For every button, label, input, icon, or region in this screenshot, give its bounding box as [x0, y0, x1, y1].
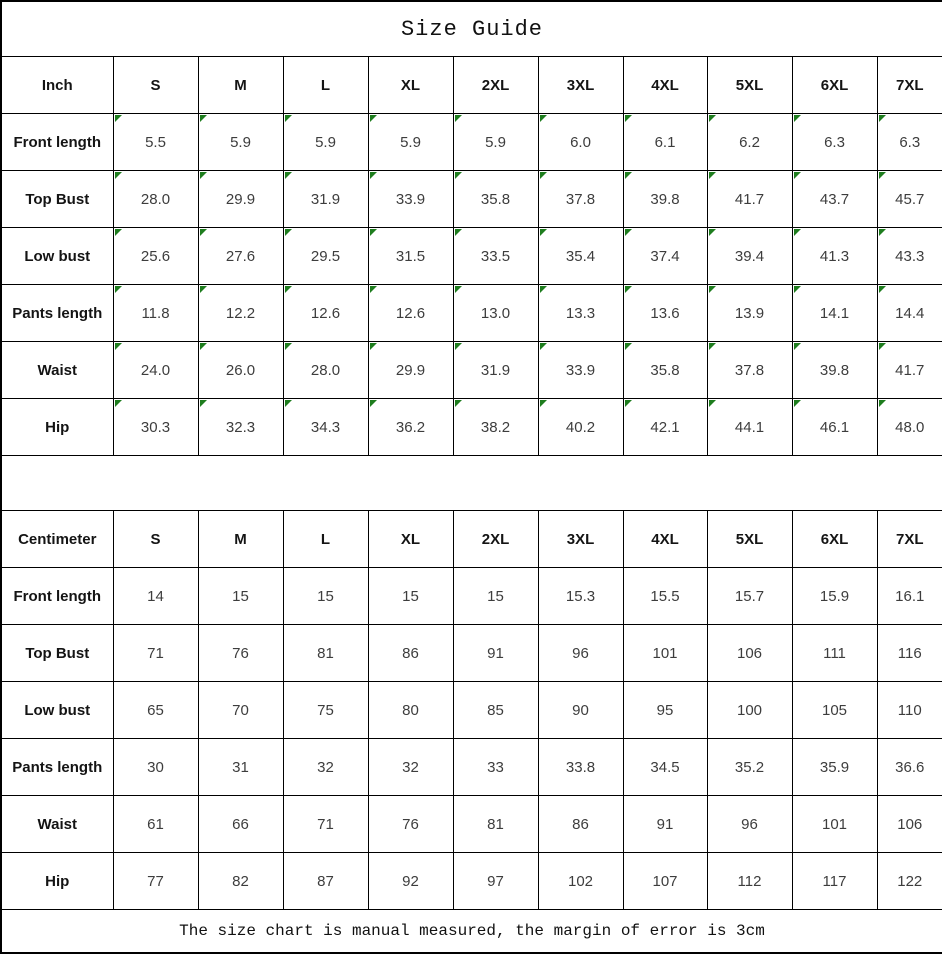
size-value-cell: 28.0: [283, 342, 368, 399]
size-value-cell: 33: [453, 739, 538, 796]
size-column-header: L: [283, 57, 368, 114]
size-value-cell: 33.9: [538, 342, 623, 399]
measurement-row-label: Low bust: [1, 228, 113, 285]
measurement-row: [1, 114, 942, 171]
cell-error-marker-icon: [879, 400, 886, 407]
size-value-cell: 39.8: [792, 342, 877, 399]
size-value-cell: 81: [453, 796, 538, 853]
measurement-row-label: Waist: [1, 796, 113, 853]
size-value-cell: 32.3: [198, 399, 283, 456]
size-value-cell: 26.0: [198, 342, 283, 399]
size-value-cell: 76: [198, 625, 283, 682]
size-value-cell: 91: [453, 625, 538, 682]
size-value-cell: 37.8: [707, 342, 792, 399]
size-column-header: 3XL: [538, 511, 623, 568]
size-value-cell: 5.9: [198, 114, 283, 171]
cell-error-marker-icon: [625, 286, 632, 293]
size-value-cell: 6.0: [538, 114, 623, 171]
size-column-header: XL: [368, 511, 453, 568]
size-value-cell: 48.0: [877, 399, 942, 456]
size-column-header: 5XL: [707, 511, 792, 568]
size-value-cell: 41.7: [877, 342, 942, 399]
cell-error-marker-icon: [709, 286, 716, 293]
footer-note: The size chart is manual measured, the margin of error is 3cm: [179, 922, 765, 940]
size-column-header: M: [198, 511, 283, 568]
spacer-cell: [1, 456, 942, 511]
size-header-row: [1, 57, 942, 114]
size-column-header: 7XL: [877, 511, 942, 568]
cell-error-marker-icon: [370, 286, 377, 293]
measurement-row-label: Top Bust: [1, 625, 113, 682]
cell-error-marker-icon: [879, 343, 886, 350]
cell-error-marker-icon: [709, 115, 716, 122]
cell-error-marker-icon: [200, 286, 207, 293]
measurement-row-label: Front length: [1, 114, 113, 171]
size-value-cell: 110: [877, 682, 942, 739]
size-value-cell: 15: [368, 568, 453, 625]
measurement-row-label: Waist: [1, 342, 113, 399]
size-value-cell: 37.8: [538, 171, 623, 228]
size-value-cell: 71: [283, 796, 368, 853]
size-column-header: 6XL: [792, 511, 877, 568]
size-value-cell: 71: [113, 625, 198, 682]
cell-error-marker-icon: [879, 172, 886, 179]
size-value-cell: 96: [538, 625, 623, 682]
cell-error-marker-icon: [370, 229, 377, 236]
size-value-cell: 34.5: [623, 739, 707, 796]
size-value-cell: 15.5: [623, 568, 707, 625]
size-value-cell: 5.5: [113, 114, 198, 171]
size-value-cell: 77: [113, 853, 198, 910]
page-title: Size Guide: [1, 1, 942, 57]
cell-error-marker-icon: [709, 229, 716, 236]
title-row: [1, 1, 942, 57]
cell-error-marker-icon: [285, 172, 292, 179]
size-value-cell: 105: [792, 682, 877, 739]
cell-error-marker-icon: [540, 229, 547, 236]
size-value-cell: 12.6: [283, 285, 368, 342]
size-value-cell: 33.5: [453, 228, 538, 285]
cell-error-marker-icon: [625, 172, 632, 179]
measurement-row: [1, 739, 942, 796]
cell-error-marker-icon: [285, 343, 292, 350]
measurement-row: [1, 853, 942, 910]
cell-error-marker-icon: [625, 343, 632, 350]
size-value-cell: 11.8: [113, 285, 198, 342]
cell-error-marker-icon: [370, 172, 377, 179]
cell-error-marker-icon: [115, 400, 122, 407]
size-value-cell: 14: [113, 568, 198, 625]
size-value-cell: 45.7: [877, 171, 942, 228]
measurement-row: [1, 342, 942, 399]
size-value-cell: 43.3: [877, 228, 942, 285]
size-value-cell: 35.9: [792, 739, 877, 796]
cell-error-marker-icon: [115, 172, 122, 179]
cell-error-marker-icon: [625, 115, 632, 122]
size-value-cell: 101: [623, 625, 707, 682]
size-value-cell: 31.9: [453, 342, 538, 399]
cell-error-marker-icon: [115, 343, 122, 350]
cell-error-marker-icon: [540, 400, 547, 407]
size-value-cell: 32: [283, 739, 368, 796]
size-column-header: 4XL: [623, 57, 707, 114]
measurement-row: [1, 682, 942, 739]
cell-error-marker-icon: [794, 115, 801, 122]
size-value-cell: 29.5: [283, 228, 368, 285]
size-value-cell: 116: [877, 625, 942, 682]
cell-error-marker-icon: [794, 286, 801, 293]
cell-error-marker-icon: [455, 343, 462, 350]
cell-error-marker-icon: [540, 286, 547, 293]
size-value-cell: 44.1: [707, 399, 792, 456]
cell-error-marker-icon: [625, 400, 632, 407]
cell-error-marker-icon: [879, 229, 886, 236]
size-value-cell: 39.8: [623, 171, 707, 228]
size-value-cell: 97: [453, 853, 538, 910]
measurement-row-label: Front length: [1, 568, 113, 625]
size-column-header: 4XL: [623, 511, 707, 568]
size-value-cell: 117: [792, 853, 877, 910]
measurement-row: [1, 796, 942, 853]
size-value-cell: 31: [198, 739, 283, 796]
spacer-row: [1, 456, 942, 511]
unit-label: Centimeter: [1, 511, 113, 568]
size-value-cell: 39.4: [707, 228, 792, 285]
size-column-header: M: [198, 57, 283, 114]
size-value-cell: 31.5: [368, 228, 453, 285]
size-value-cell: 31.9: [283, 171, 368, 228]
size-value-cell: 27.6: [198, 228, 283, 285]
cell-error-marker-icon: [200, 172, 207, 179]
size-value-cell: 91: [623, 796, 707, 853]
measurement-row: [1, 568, 942, 625]
measurement-row: [1, 228, 942, 285]
size-value-cell: 33.8: [538, 739, 623, 796]
cell-error-marker-icon: [709, 400, 716, 407]
size-value-cell: 40.2: [538, 399, 623, 456]
size-column-header: L: [283, 511, 368, 568]
size-value-cell: 92: [368, 853, 453, 910]
cell-error-marker-icon: [709, 172, 716, 179]
size-value-cell: 37.4: [623, 228, 707, 285]
size-value-cell: 30.3: [113, 399, 198, 456]
size-value-cell: 41.7: [707, 171, 792, 228]
size-value-cell: 35.2: [707, 739, 792, 796]
measurement-row-label: Hip: [1, 399, 113, 456]
size-value-cell: 101: [792, 796, 877, 853]
size-value-cell: 33.9: [368, 171, 453, 228]
cell-error-marker-icon: [455, 286, 462, 293]
size-value-cell: 65: [113, 682, 198, 739]
size-value-cell: 32: [368, 739, 453, 796]
cell-error-marker-icon: [794, 229, 801, 236]
size-column-header: 3XL: [538, 57, 623, 114]
measurement-row-label: Pants length: [1, 285, 113, 342]
cell-error-marker-icon: [540, 172, 547, 179]
size-value-cell: 15: [453, 568, 538, 625]
size-value-cell: 12.6: [368, 285, 453, 342]
size-value-cell: 111: [792, 625, 877, 682]
cell-error-marker-icon: [200, 115, 207, 122]
size-value-cell: 61: [113, 796, 198, 853]
size-value-cell: 6.2: [707, 114, 792, 171]
size-value-cell: 24.0: [113, 342, 198, 399]
size-value-cell: 86: [538, 796, 623, 853]
size-column-header: 6XL: [792, 57, 877, 114]
size-value-cell: 106: [707, 625, 792, 682]
size-value-cell: 38.2: [453, 399, 538, 456]
cell-error-marker-icon: [115, 115, 122, 122]
cell-error-marker-icon: [709, 343, 716, 350]
size-value-cell: 41.3: [792, 228, 877, 285]
size-value-cell: 15.9: [792, 568, 877, 625]
size-value-cell: 13.3: [538, 285, 623, 342]
size-value-cell: 14.1: [792, 285, 877, 342]
size-value-cell: 95: [623, 682, 707, 739]
size-value-cell: 96: [707, 796, 792, 853]
size-value-cell: 42.1: [623, 399, 707, 456]
size-column-header: S: [113, 57, 198, 114]
size-value-cell: 15: [283, 568, 368, 625]
cell-error-marker-icon: [455, 400, 462, 407]
cell-error-marker-icon: [200, 343, 207, 350]
size-column-header: S: [113, 511, 198, 568]
measurement-row-label: Hip: [1, 853, 113, 910]
size-value-cell: 70: [198, 682, 283, 739]
cell-error-marker-icon: [370, 400, 377, 407]
size-value-cell: 112: [707, 853, 792, 910]
unit-label: Inch: [1, 57, 113, 114]
footer-row: [1, 910, 942, 954]
cell-error-marker-icon: [794, 400, 801, 407]
cell-error-marker-icon: [879, 115, 886, 122]
cell-error-marker-icon: [794, 343, 801, 350]
size-value-cell: 82: [198, 853, 283, 910]
cell-error-marker-icon: [625, 229, 632, 236]
cell-error-marker-icon: [200, 229, 207, 236]
size-column-header: 7XL: [877, 57, 942, 114]
size-value-cell: 76: [368, 796, 453, 853]
size-value-cell: 13.0: [453, 285, 538, 342]
size-value-cell: 34.3: [283, 399, 368, 456]
size-value-cell: 87: [283, 853, 368, 910]
measurement-row-label: Top Bust: [1, 171, 113, 228]
size-value-cell: 12.2: [198, 285, 283, 342]
size-value-cell: 66: [198, 796, 283, 853]
cell-error-marker-icon: [115, 286, 122, 293]
size-value-cell: 5.9: [453, 114, 538, 171]
cell-error-marker-icon: [285, 286, 292, 293]
measurement-row: [1, 285, 942, 342]
size-value-cell: 15.3: [538, 568, 623, 625]
cell-error-marker-icon: [115, 229, 122, 236]
size-value-cell: 15.7: [707, 568, 792, 625]
cell-error-marker-icon: [540, 115, 547, 122]
size-value-cell: 90: [538, 682, 623, 739]
measurement-row: [1, 171, 942, 228]
size-value-cell: 80: [368, 682, 453, 739]
size-value-cell: 36.2: [368, 399, 453, 456]
size-value-cell: 100: [707, 682, 792, 739]
cell-error-marker-icon: [455, 115, 462, 122]
size-value-cell: 43.7: [792, 171, 877, 228]
size-value-cell: 13.6: [623, 285, 707, 342]
cell-error-marker-icon: [200, 400, 207, 407]
measurement-row-label: Low bust: [1, 682, 113, 739]
size-value-cell: 35.4: [538, 228, 623, 285]
size-value-cell: 36.6: [877, 739, 942, 796]
cell-error-marker-icon: [370, 115, 377, 122]
cell-error-marker-icon: [540, 343, 547, 350]
size-value-cell: 107: [623, 853, 707, 910]
size-value-cell: 28.0: [113, 171, 198, 228]
size-value-cell: 122: [877, 853, 942, 910]
size-value-cell: 14.4: [877, 285, 942, 342]
size-column-header: 5XL: [707, 57, 792, 114]
measurement-row: [1, 399, 942, 456]
cell-error-marker-icon: [285, 115, 292, 122]
size-value-cell: 86: [368, 625, 453, 682]
size-value-cell: 6.3: [877, 114, 942, 171]
size-value-cell: 6.3: [792, 114, 877, 171]
size-value-cell: 81: [283, 625, 368, 682]
cell-error-marker-icon: [285, 229, 292, 236]
size-value-cell: 16.1: [877, 568, 942, 625]
cell-error-marker-icon: [285, 400, 292, 407]
measurement-row-label: Pants length: [1, 739, 113, 796]
size-value-cell: 29.9: [198, 171, 283, 228]
size-value-cell: 75: [283, 682, 368, 739]
measurement-row: [1, 625, 942, 682]
size-value-cell: 5.9: [283, 114, 368, 171]
size-value-cell: 5.9: [368, 114, 453, 171]
size-value-cell: 106: [877, 796, 942, 853]
size-value-cell: 102: [538, 853, 623, 910]
cell-error-marker-icon: [794, 172, 801, 179]
size-value-cell: 35.8: [453, 171, 538, 228]
size-value-cell: 15: [198, 568, 283, 625]
cell-error-marker-icon: [455, 229, 462, 236]
size-value-cell: 6.1: [623, 114, 707, 171]
size-value-cell: 46.1: [792, 399, 877, 456]
size-value-cell: 29.9: [368, 342, 453, 399]
size-value-cell: 35.8: [623, 342, 707, 399]
size-value-cell: 30: [113, 739, 198, 796]
cell-error-marker-icon: [370, 343, 377, 350]
size-column-header: 2XL: [453, 57, 538, 114]
size-value-cell: 13.9: [707, 285, 792, 342]
size-column-header: 2XL: [453, 511, 538, 568]
size-value-cell: 25.6: [113, 228, 198, 285]
size-column-header: XL: [368, 57, 453, 114]
cell-error-marker-icon: [879, 286, 886, 293]
size-header-row: [1, 511, 942, 568]
cell-error-marker-icon: [455, 172, 462, 179]
size-value-cell: 85: [453, 682, 538, 739]
